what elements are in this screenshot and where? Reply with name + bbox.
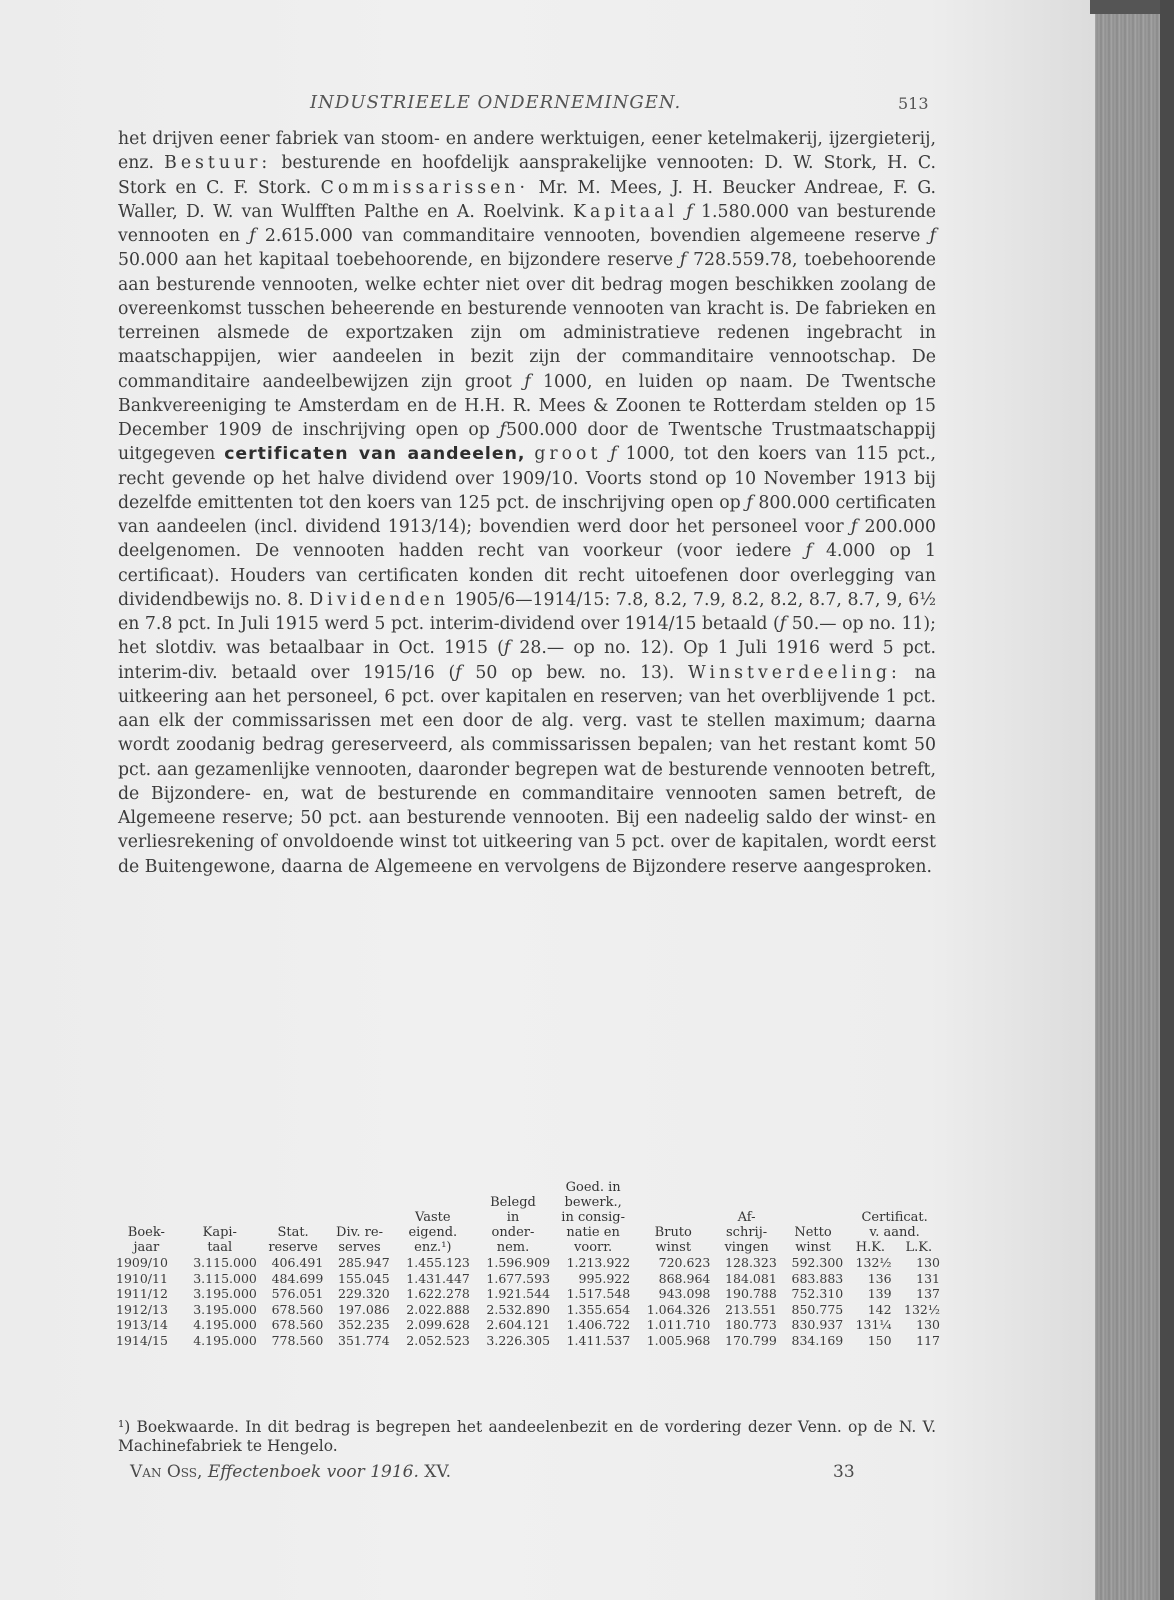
text-segment: 200.000 deelgenomen. De vennooten hadden recht van voorkeur (voor iedere bbox=[118, 517, 937, 562]
header-cell: eigend. bbox=[408, 1225, 458, 1240]
table-cell: 1.517.548 bbox=[566, 1286, 631, 1301]
table-cell: 1.064.326 bbox=[646, 1301, 711, 1317]
table-row bbox=[113, 1333, 943, 1349]
table-cell: 184.081 bbox=[725, 1270, 777, 1286]
header-cell: winst bbox=[795, 1240, 831, 1255]
header-cell: Certificat. bbox=[861, 1210, 928, 1225]
table-cell: 351.774 bbox=[338, 1332, 390, 1348]
table-cell: 1.622.278 bbox=[406, 1286, 470, 1301]
table-cell: 170.799 bbox=[725, 1332, 777, 1348]
text-segment: het drijven eener fabriek van stoom- en andere werktuigen, eener ketelmakerij, ijzergieterij, enz. bbox=[118, 129, 936, 174]
table-header-row bbox=[113, 1195, 943, 1210]
header-cell bbox=[713, 1195, 779, 1210]
florin-sign: ƒ bbox=[455, 662, 462, 683]
table-cell: 752.310 bbox=[791, 1286, 844, 1301]
florin-sign: ƒ bbox=[610, 444, 617, 465]
header-cell: winst bbox=[655, 1240, 692, 1255]
header-cell bbox=[393, 1195, 473, 1210]
table-cell: 406.491 bbox=[271, 1255, 324, 1270]
header-cell bbox=[780, 1210, 846, 1225]
header-cell bbox=[180, 1210, 260, 1225]
table-cell: 1.455.123 bbox=[406, 1255, 470, 1270]
table-cell: 683.883 bbox=[791, 1270, 844, 1286]
header-cell bbox=[393, 1180, 473, 1195]
label-dividenden: Dividenden bbox=[309, 589, 449, 610]
header-cell bbox=[260, 1210, 326, 1225]
text-segment: na uitkeering aan het personeel, 6 pct. over kapitalen en reserven; van het overblijvende 1 pct. aan elk der commissarissen met een door de alg. verg. vast te stellen maximum; daarna wordt zoodanig bedrag gereserveerd, als commissarissen bepalen; van het restant komt 50 pct. aan gezamenlijke vennooten, daaronder begrepen wat de besturende vennooten betreft, de Bijzondere- en, wat de besturende en commanditaire vennooten samen betreft, de Algemeene reserve; 50 pct. aan besturende vennooten. Bij een nadeelig saldo der winst- en verliesrekening of onvoldoende winst tot uitkeering van 5 pct. over de kapitalen, wordt eerst de Buitengewone, daarna de Algemeene en vervolgens de Bijzondere reserve aangesproken. bbox=[118, 662, 936, 877]
table-cell: 995.922 bbox=[578, 1270, 631, 1286]
table-cell: 132½ bbox=[904, 1301, 940, 1317]
florin-sign: ƒ bbox=[249, 226, 256, 246]
table-cell: 778.560 bbox=[271, 1332, 324, 1348]
header-cell bbox=[895, 1195, 943, 1210]
table-cell: 285.947 bbox=[338, 1255, 390, 1270]
table-cell: 1912/13 bbox=[116, 1301, 168, 1317]
table-cell: 576.051 bbox=[271, 1286, 324, 1301]
header-cell bbox=[780, 1180, 846, 1195]
table-cell: 3.195.000 bbox=[193, 1301, 257, 1317]
table-header-row bbox=[113, 1210, 943, 1225]
text-segment: 728.559.78, toebehoorende aan besturende vennooten, welke echter niet over dit bedrag mogen beschikken zoolang de overeenkomst tusschen beheerende en besturende vennooten van kracht is. De fabrieken en terreinen alsmede de exportzaken zijn om administratieve redenen ingebracht in maatschappijen, wier aandeelen in bezit zijn der commanditaire vennootschap. De commanditaire aandeelbewijzen zijn groot bbox=[118, 250, 936, 392]
table-cell: 4.195.000 bbox=[193, 1317, 257, 1332]
header-cell bbox=[326, 1195, 392, 1210]
table-header-row bbox=[113, 1240, 943, 1255]
table-cell: 142 bbox=[867, 1301, 892, 1317]
table-cell: 3.115.000 bbox=[193, 1255, 257, 1270]
header-cell bbox=[633, 1180, 713, 1195]
table-cell: 213.551 bbox=[725, 1301, 777, 1317]
table-cell: 131 bbox=[916, 1270, 940, 1286]
header-cell bbox=[260, 1195, 326, 1210]
header-cell: Belegd bbox=[490, 1195, 536, 1210]
table-cell: 1.921.544 bbox=[486, 1286, 551, 1301]
table-cell: 155.045 bbox=[338, 1270, 390, 1286]
florin-sign: ƒ bbox=[524, 371, 531, 392]
table-cell: 1.677.593 bbox=[486, 1270, 551, 1286]
table-cell: 592.300 bbox=[791, 1255, 844, 1270]
label-kapitaal: Kapitaal bbox=[573, 201, 678, 222]
table-cell: 1914/15 bbox=[116, 1332, 168, 1348]
header-cell: Netto bbox=[794, 1225, 832, 1240]
table-cell: 180.773 bbox=[725, 1317, 777, 1332]
table-cell: 117 bbox=[916, 1332, 940, 1348]
body-paragraph bbox=[118, 127, 936, 879]
header-cell: enz.¹) bbox=[414, 1240, 452, 1255]
header-cell: serves bbox=[338, 1240, 381, 1255]
book-cover-edge bbox=[1160, 0, 1174, 1600]
table-cell: 1911/12 bbox=[116, 1286, 168, 1301]
table-cell: 1.406.722 bbox=[566, 1317, 631, 1332]
header-cell bbox=[260, 1180, 326, 1195]
header-cell bbox=[113, 1195, 180, 1210]
header-cell bbox=[180, 1195, 260, 1210]
table-cell: 352.235 bbox=[338, 1317, 390, 1332]
table-cell: 4.195.000 bbox=[193, 1332, 257, 1348]
text-segment: 500.000 door de Twentsche Trustmaatschappij uitgegeven bbox=[118, 420, 936, 465]
header-cell: H.K. bbox=[855, 1240, 886, 1255]
florin-sign: ƒ bbox=[805, 541, 812, 562]
florin-sign: ƒ bbox=[850, 517, 858, 537]
footer-volume: XV. bbox=[424, 1462, 452, 1482]
table-cell: 150 bbox=[867, 1332, 892, 1348]
header-cell: jaar bbox=[133, 1240, 160, 1255]
table-cell: 1909/10 bbox=[116, 1255, 168, 1270]
table-cell: 678.560 bbox=[271, 1301, 324, 1317]
financial-table bbox=[113, 1180, 943, 1348]
header-cell bbox=[113, 1210, 180, 1225]
text-segment: 1.580.000 van besturende vennooten en bbox=[118, 201, 937, 246]
text-segment: 1000, tot den koers van 115 pct., recht gevende op het halve dividend over 1909/10. Voorts stond op 10 November 1913 bij dezelfde emittenten tot den koers van 125 pct. de inschrijving open op bbox=[118, 444, 937, 513]
text-segment: Mr. M. Mees, J. H. Beucker Andreae, F. G. Waller, D. W. van Wulfften Palthe en A. Roelvink. bbox=[118, 177, 936, 222]
table-cell: 1.431.447 bbox=[406, 1270, 470, 1286]
text-segment: besturende en hoofdelijk aansprakelijke vennooten: D. W. Stork, H. C. Stork en C. F. Stork. bbox=[118, 153, 936, 198]
header-cell: in bbox=[506, 1210, 520, 1225]
header-cell: Goed. in bbox=[565, 1180, 621, 1195]
text-segment: 4.000 op 1 certificaat). Houders van certificaten konden dit recht uitoefenen door overlegging van dividendbewijs no. 8. bbox=[118, 541, 936, 610]
table-cell: 850.775 bbox=[791, 1301, 844, 1317]
table-cell: 136 bbox=[867, 1270, 892, 1286]
table-cell: 130 bbox=[916, 1255, 940, 1270]
header-cell bbox=[713, 1180, 779, 1195]
header-cell: Af- bbox=[737, 1210, 756, 1225]
table-cell: 3.226.305 bbox=[486, 1332, 551, 1348]
header-cell bbox=[326, 1210, 392, 1225]
text-segment: 50 op bew. no. 13). bbox=[475, 662, 675, 683]
table-cell: 1910/11 bbox=[116, 1270, 168, 1286]
header-cell: Vaste bbox=[415, 1210, 451, 1225]
table-cell: 2.604.121 bbox=[486, 1317, 551, 1332]
label-groot: groot bbox=[534, 444, 602, 465]
table-cell: 834.169 bbox=[791, 1332, 844, 1348]
table-cell: 130 bbox=[916, 1317, 940, 1332]
header-cell: nem. bbox=[496, 1240, 530, 1255]
footnote: ¹) Boekwaarde. In dit bedrag is begrepen het aandeelenbezit en de vordering dezer Venn. op de N. V. Machinefabriek te Hengelo. bbox=[118, 1418, 936, 1455]
table-cell: 3.115.000 bbox=[193, 1270, 257, 1286]
table-cell: 3.195.000 bbox=[193, 1286, 257, 1301]
header-cell: vingen bbox=[724, 1240, 769, 1255]
header-cell bbox=[780, 1195, 846, 1210]
table-cell: 678.560 bbox=[271, 1317, 324, 1332]
header-cell: reserve bbox=[268, 1240, 318, 1255]
table-cell: 2.532.890 bbox=[486, 1301, 551, 1317]
table-header-row bbox=[113, 1180, 943, 1195]
table-cell: 484.699 bbox=[271, 1270, 324, 1286]
header-cell: schrij- bbox=[726, 1225, 768, 1240]
table-cell: 1.596.909 bbox=[486, 1255, 551, 1270]
header-cell bbox=[846, 1180, 894, 1195]
text-segment: 50.— op no. 11); het slotdiv. was betaalbaar in Oct. 1915 ( bbox=[118, 614, 936, 659]
header-cell bbox=[895, 1180, 943, 1195]
table-cell: 1.411.537 bbox=[566, 1332, 631, 1348]
table-cell: 137 bbox=[916, 1286, 940, 1301]
table-row bbox=[113, 1302, 943, 1318]
table-cell: 190.788 bbox=[725, 1286, 777, 1301]
header-cell bbox=[326, 1180, 392, 1195]
table-cell: 1.213.922 bbox=[566, 1255, 631, 1270]
table-cell: 128.323 bbox=[725, 1255, 777, 1270]
table-cell: 1.355.654 bbox=[566, 1301, 631, 1317]
header-cell bbox=[846, 1195, 894, 1210]
table-cell: 868.964 bbox=[658, 1270, 711, 1286]
text-segment: 50.000 aan het kapitaal toebehoorende, en bijzondere reserve bbox=[118, 250, 674, 271]
table-cell: 2.022.888 bbox=[406, 1301, 470, 1317]
text-segment: 1000, en luiden op naam. De Twentsche Bankvereeniging te Amsterdam en de H.H. R. Mees & Zoonen te Rotterdam stelden op 15 December 1909 de inschrijving open op bbox=[118, 371, 937, 440]
footer-title: Effectenboek voor 1916. bbox=[207, 1462, 419, 1482]
table-row bbox=[113, 1255, 943, 1271]
header-cell bbox=[473, 1180, 553, 1195]
header-cell bbox=[180, 1180, 260, 1195]
florin-sign: ƒ bbox=[679, 250, 687, 271]
header-cell: Div. re- bbox=[336, 1225, 383, 1240]
header-cell: voorr. bbox=[574, 1240, 613, 1255]
table-header-row bbox=[113, 1225, 943, 1240]
table-cell: 1.011.710 bbox=[646, 1317, 711, 1332]
table-cell: 139 bbox=[867, 1286, 892, 1301]
header-cell: Kapi- bbox=[202, 1225, 237, 1240]
table-cell: 131¼ bbox=[855, 1317, 892, 1332]
running-head: INDUSTRIEELE ONDERNEMINGEN. bbox=[310, 92, 682, 113]
table-cell: 229.320 bbox=[338, 1286, 390, 1301]
table-row bbox=[113, 1286, 943, 1302]
florin-sign: ƒ bbox=[779, 614, 787, 634]
header-cell: L.K. bbox=[905, 1240, 933, 1255]
table-cell: 132½ bbox=[855, 1255, 892, 1270]
table-cell: 720.623 bbox=[658, 1255, 711, 1270]
header-cell: Boek- bbox=[127, 1225, 165, 1240]
table-row bbox=[113, 1271, 943, 1287]
footer-author: Van Oss, bbox=[130, 1462, 203, 1482]
florin-sign: ƒ bbox=[503, 638, 511, 659]
label-commissarissen: Commissarissen· bbox=[320, 177, 530, 198]
header-cell: in consig- bbox=[561, 1210, 625, 1225]
header-cell bbox=[633, 1195, 713, 1210]
table-cell: 197.086 bbox=[338, 1301, 390, 1317]
text-segment: 800.000 certificaten van aandeelen (incl. dividend 1913/14); bovendien werd door het personeel voor bbox=[118, 492, 936, 537]
label-winstverdeeling: Winstverdeeling: bbox=[688, 662, 901, 683]
bold-certificaten: certificaten van aandeelen, bbox=[224, 444, 526, 465]
header-cell bbox=[633, 1210, 713, 1225]
table-cell: 943.098 bbox=[658, 1286, 711, 1301]
florin-sign: ƒ bbox=[746, 492, 753, 513]
label-bestuur: Bestuur: bbox=[164, 153, 272, 174]
table-cell: 2.052.523 bbox=[406, 1332, 470, 1348]
page-footer bbox=[130, 1462, 930, 1482]
page-number: 513 bbox=[898, 94, 929, 113]
table-row bbox=[113, 1317, 943, 1333]
text-segment: 28.— op no. 12). Op 1 Juli 1916 werd 5 pct. interim-div. betaald over 1915/16 ( bbox=[118, 638, 936, 683]
table-cell: 2.099.628 bbox=[406, 1317, 470, 1332]
table-cell: 1.005.968 bbox=[646, 1332, 711, 1348]
header-cell: Bruto bbox=[654, 1225, 692, 1240]
florin-sign: ƒ bbox=[929, 226, 936, 246]
text-segment: 2.615.000 van commanditaire vennooten, bovendien algemeene reserve bbox=[264, 226, 921, 246]
header-cell: natie en bbox=[566, 1225, 620, 1240]
footer-signature: 33 bbox=[833, 1462, 855, 1482]
header-cell bbox=[113, 1180, 180, 1195]
header-cell: v. aand. bbox=[869, 1225, 920, 1240]
header-cell: bewerk., bbox=[564, 1195, 622, 1210]
text-segment: 1905/6—1914/15: 7.8, 8.2, 7.9, 8.2, 8.2, 8.7, 8.7, 9, 6½ en 7.8 pct. In Juli 1915 werd 5 pct. interim-dividend over 1914/15 betaald ( bbox=[118, 589, 936, 634]
header-cell: taal bbox=[207, 1240, 233, 1255]
table-cell: 830.937 bbox=[791, 1317, 844, 1332]
florin-sign: ƒ bbox=[499, 420, 507, 440]
header-cell: onder- bbox=[491, 1225, 535, 1240]
table-cell: 1913/14 bbox=[116, 1317, 168, 1332]
header-cell: Stat. bbox=[277, 1225, 309, 1240]
florin-sign: ƒ bbox=[686, 201, 693, 222]
